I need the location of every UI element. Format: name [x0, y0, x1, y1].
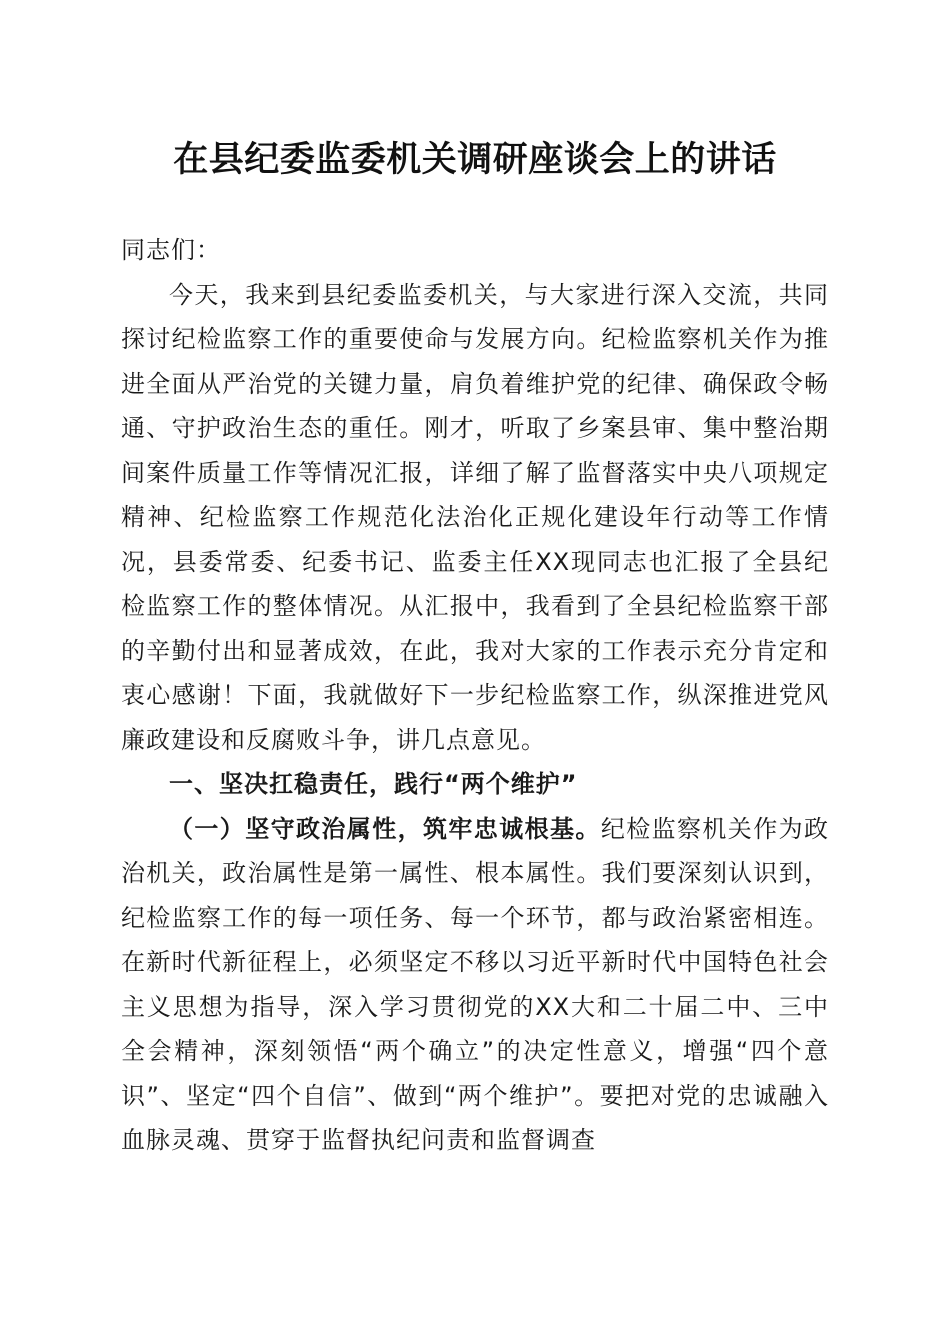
section-1-heading: 一、坚决扛稳责任，践行“两个维护” — [169, 770, 578, 798]
subsection-1-heading: （一）坚守政治属性，筑牢忠诚根基。 — [169, 814, 601, 843]
subsection-1-text: 纪检监察机关作为政治机关，政治属性是第一属性、根本属性。我们要深刻认识到，纪检监察工作的每一项任务、每一个环节，都与政治紧密相连。在新时代新征程上，必须坚定不移以习近平新时代中国特色社会主义思想为指导，深入学习贯彻党的XX大和二十届二中、三中全会精神，深刻领悟“两个确立”的决定性意义，增强“四个意识”、坚定“四个自信”、做到“两个维护”。要把对党的忠诚融入血脉灵魂、贯穿于监督执纪问责和监督调查 — [121, 814, 830, 1154]
document-body — [121, 228, 829, 1163]
intro-paragraph: 今天，我来到县纪委监委机关，与大家进行深入交流，共同探讨纪检监察工作的重要使命与发展方向。纪检监察机关作为推进全面从严治党的关键力量，肩负着维护党的纪律、确保政令畅通、守护政治生态的重任。刚才，听取了乡案县审、集中整治期间案件质量工作等情况汇报，详细了解了监督落实中央八项规定精神、纪检监察工作规范化法治化正规化建设年行动等工作情况，县委常委、纪委书记、监委主任XX现同志也汇报了全县纪检监察工作的整体情况。从汇报中，我看到了全县纪检监察干部的辛勤付出和显著成效，在此，我对大家的工作表示充分肯定和衷心感谢！下面，我就做好下一步纪检监察工作，纵深推进党风廉政建设和反腐败斗争，讲几点意见。 — [121, 280, 829, 754]
salutation: 同志们： — [121, 236, 221, 264]
document-title: 在县纪委监委机关调研座谈会上的讲话 — [173, 139, 777, 180]
subsection-1-paragraph — [121, 807, 829, 1163]
